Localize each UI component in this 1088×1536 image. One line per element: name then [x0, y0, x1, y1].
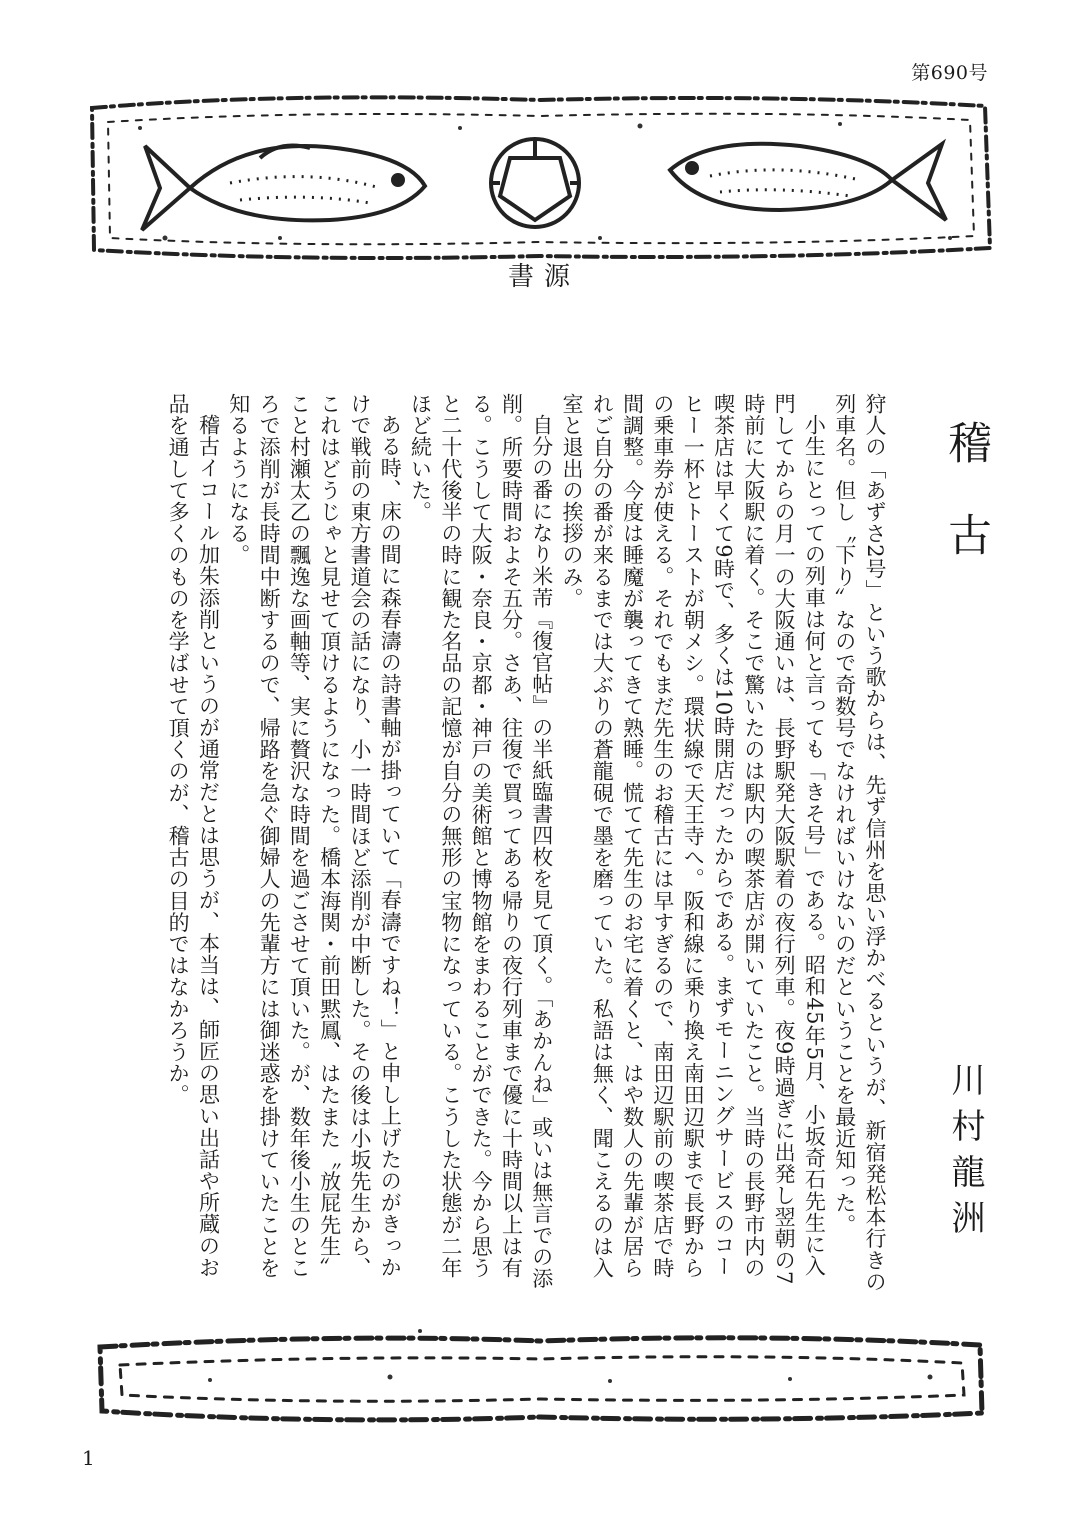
paragraph: ある時、床の間に森春濤の詩書軸が掛っていて「春濤ですね！」と申し上げたのがきっかけで戦前の東方書道会の話になり、小一時間ほど添削が中断した。その後は小坂先生から、これはどうじゃと見せて頂けるようになった。橋本海関・前田黙鳳、はたまた〝放屁先生〟こと村瀬太乙の飄逸な画軸等、実に贅沢な時間を過ごさせて頂いた。が、数年後小生のところで添削が長時間中断するので、帰路を急ぐ御婦人の先輩方には御迷惑を掛けていたことを知るようになる。	[226, 393, 403, 1279]
paragraph: 狩人の「あずさ2号」という歌からは、先ず信州を思い浮かべるというが、新宿発松本行きの列車名。但し〝下り〟なので奇数号でなければいけないのだということを最近知った。	[832, 393, 887, 1293]
paragraph: 稽古イコール加朱添削というのが通常だとは思うが、本当は、師匠の思い出話や所蔵のお品を通して多くのものを学ばせて頂くのが、稽古の目的ではなかろうか。	[166, 393, 221, 1278]
article-author: 川村龍洲	[945, 1062, 985, 1246]
article-title: 稽古	[940, 420, 991, 604]
page-number: 1	[82, 1446, 95, 1470]
banner-title: 書源	[507, 262, 580, 292]
right-fish	[670, 144, 946, 220]
banner-woodcut	[80, 88, 1000, 268]
bottom-woodcut-border	[90, 1325, 990, 1430]
issue-number: 第690号	[911, 62, 988, 84]
paragraph: 自分の番になり米芾『復官帖』の半紙臨書四枚を見て頂く。「あかんね」或いは無言での添削。所要時間およそ五分。さあ、往復で買ってある帰りの夜行列車まで優に十時間以上は有る。こうして大阪・奈良・京都・神戸の美術館と博物館をまわることができた。今から思うと二十代後半の時に観た名品の記憶が自分の無形の宝物になっている。こうした状態が二年ほど続いた。	[408, 393, 554, 1290]
center-flower	[491, 139, 579, 227]
article-body	[100, 393, 890, 1293]
paragraph: 小生にとっての列車は何と言っても「きそ号」である。昭和45年5月、小坂奇石先生に入門してからの月一の大阪通いは、長野駅発大阪駅着の夜行列車。夜9時過ぎに出発し翌朝の7時前に大阪駅に着く。そこで驚いたのは駅内の喫茶店が開いていたこと。当時の長野市内の喫茶店は早くて9時で、多くは10時開店だったからである。まずモーニングサービスのコーヒー一杯とトーストが朝メシ。環状線で天王寺へ。阪和線に乗り換え南田辺駅まで長野からの乗車券が使える。それでもまだ先生のお稽古には早すぎるので、南田辺駅前の喫茶店で時間調整。今度は睡魔が襲ってきて熟睡。慌てて先生のお宅に着くと、はや数人の先輩が居られご自分の番が来るまでは大ぶりの蒼龍硯で墨を磨っていた。私語は無く、聞こえるのは入室と退出の挨拶のみ。	[560, 393, 827, 1285]
left-fish	[142, 146, 425, 230]
